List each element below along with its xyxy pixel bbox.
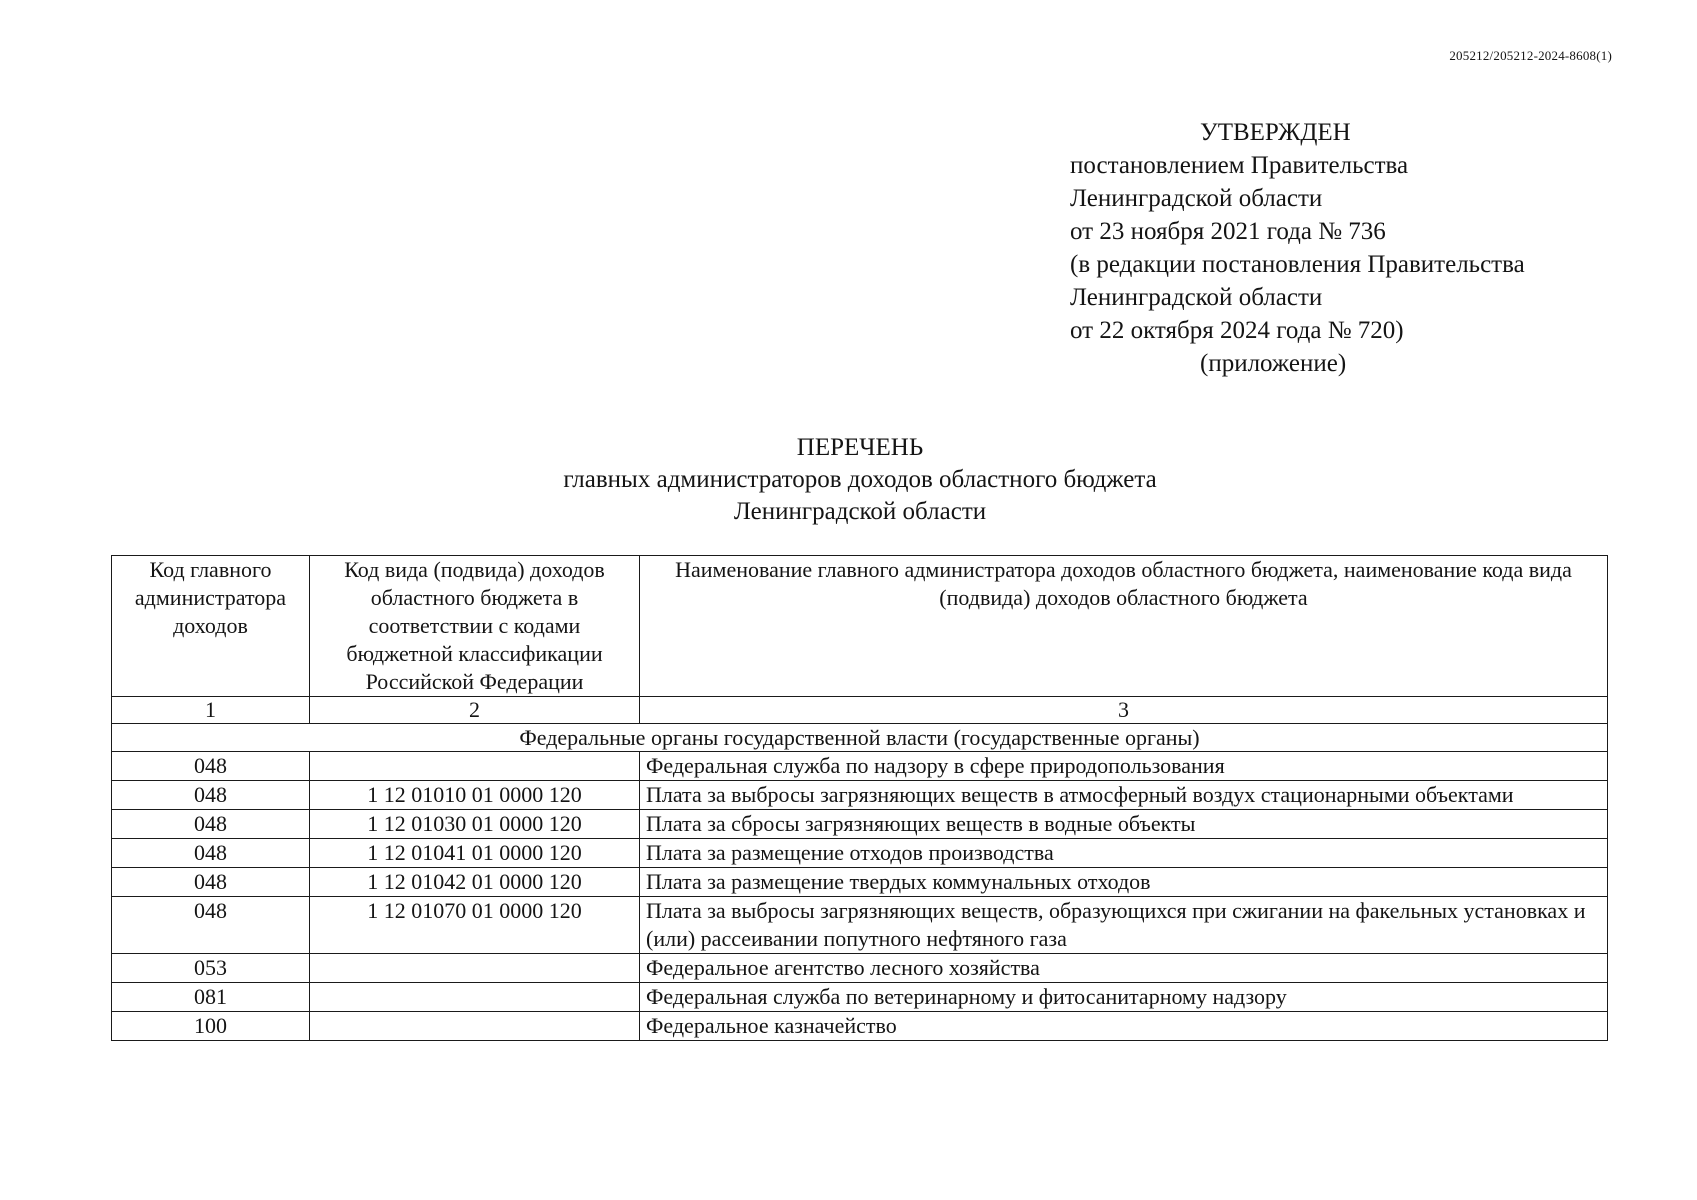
title-line: главных администраторов доходов областного бюджета: [563, 466, 1157, 493]
column-number: 2: [310, 697, 640, 724]
admin-code-cell: 048: [112, 839, 310, 868]
table-row: [112, 781, 1608, 810]
admin-code-cell: 081: [112, 983, 310, 1012]
table-row: [112, 1012, 1608, 1041]
revenue-code-cell: 1 12 01042 01 0000 120: [310, 868, 640, 897]
header-admin-code: Код главного администратора доходов: [112, 556, 310, 697]
name-cell: Федеральное казначейство: [640, 1012, 1608, 1041]
revenue-code-cell: [310, 954, 640, 983]
title-heading: ПЕРЕЧЕНЬ: [796, 434, 924, 461]
revenue-code-cell: 1 12 01041 01 0000 120: [310, 839, 640, 868]
document-title: [0, 432, 1697, 528]
column-number-row: [112, 697, 1608, 724]
name-cell: Федеральное агентство лесного хозяйства: [640, 954, 1608, 983]
section-title: Федеральные органы государственной власти (государственные органы): [112, 724, 1608, 752]
admin-code-cell: 100: [112, 1012, 310, 1041]
header-name: Наименование главного администратора доходов областного бюджета, наименование кода вида (подвида) доходов областного бюджета: [640, 556, 1608, 697]
approval-block: [1070, 116, 1525, 380]
approval-line: от 22 октября 2024 года № 720): [1070, 317, 1404, 344]
approved-title: УТВЕРЖДЕН: [1200, 119, 1351, 146]
revenue-code-cell: 1 12 01030 01 0000 120: [310, 810, 640, 839]
approval-line: (в редакции постановления Правительства: [1070, 251, 1525, 278]
table-row: [112, 810, 1608, 839]
approval-line: от 23 ноября 2021 года № 736: [1070, 218, 1386, 245]
name-cell: Федеральная служба по ветеринарному и фитосанитарному надзору: [640, 983, 1608, 1012]
revenue-code-cell: [310, 983, 640, 1012]
name-cell: Плата за размещение твердых коммунальных отходов: [640, 868, 1608, 897]
table-row: [112, 954, 1608, 983]
approval-line: Ленинградской области: [1070, 284, 1323, 311]
approval-line: постановлением Правительства: [1070, 152, 1409, 179]
section-row: [112, 724, 1608, 752]
name-cell: Плата за размещение отходов производства: [640, 839, 1608, 868]
revenue-code-cell: 1 12 01070 01 0000 120: [310, 897, 640, 954]
table-row: [112, 868, 1608, 897]
name-cell: Федеральная служба по надзору в сфере природопользования: [640, 752, 1608, 781]
revenue-administrators-table: [111, 555, 1608, 1041]
admin-code-cell: 048: [112, 752, 310, 781]
approval-line: Ленинградской области: [1070, 185, 1323, 212]
title-line: Ленинградской области: [733, 498, 987, 525]
revenue-code-cell: [310, 752, 640, 781]
column-number: 3: [640, 697, 1608, 724]
name-cell: Плата за сбросы загрязняющих веществ в водные объекты: [640, 810, 1608, 839]
table-row: [112, 839, 1608, 868]
table-row: [112, 983, 1608, 1012]
admin-code-cell: 048: [112, 810, 310, 839]
name-cell: Плата за выбросы загрязняющих веществ, образующихся при сжигании на факельных установках и (или) рассеивании попутного нефтяного газа: [640, 897, 1608, 954]
revenue-code-cell: 1 12 01010 01 0000 120: [310, 781, 640, 810]
attachment-note: (приложение): [1200, 350, 1347, 377]
document-id: 205212/205212-2024-8608(1): [1449, 48, 1612, 63]
admin-code-cell: 048: [112, 781, 310, 810]
header-revenue-code: Код вида (подвида) доходов областного бюджета в соответствии с кодами бюджетной классификации Российской Федерации: [310, 556, 640, 697]
admin-code-cell: 048: [112, 897, 310, 954]
table-row: [112, 752, 1608, 781]
revenue-code-cell: [310, 1012, 640, 1041]
admin-code-cell: 053: [112, 954, 310, 983]
name-cell: Плата за выбросы загрязняющих веществ в атмосферный воздух стационарными объектами: [640, 781, 1608, 810]
table-row: [112, 897, 1608, 954]
table-header-row: [112, 556, 1608, 697]
column-number: 1: [112, 697, 310, 724]
admin-code-cell: 048: [112, 868, 310, 897]
